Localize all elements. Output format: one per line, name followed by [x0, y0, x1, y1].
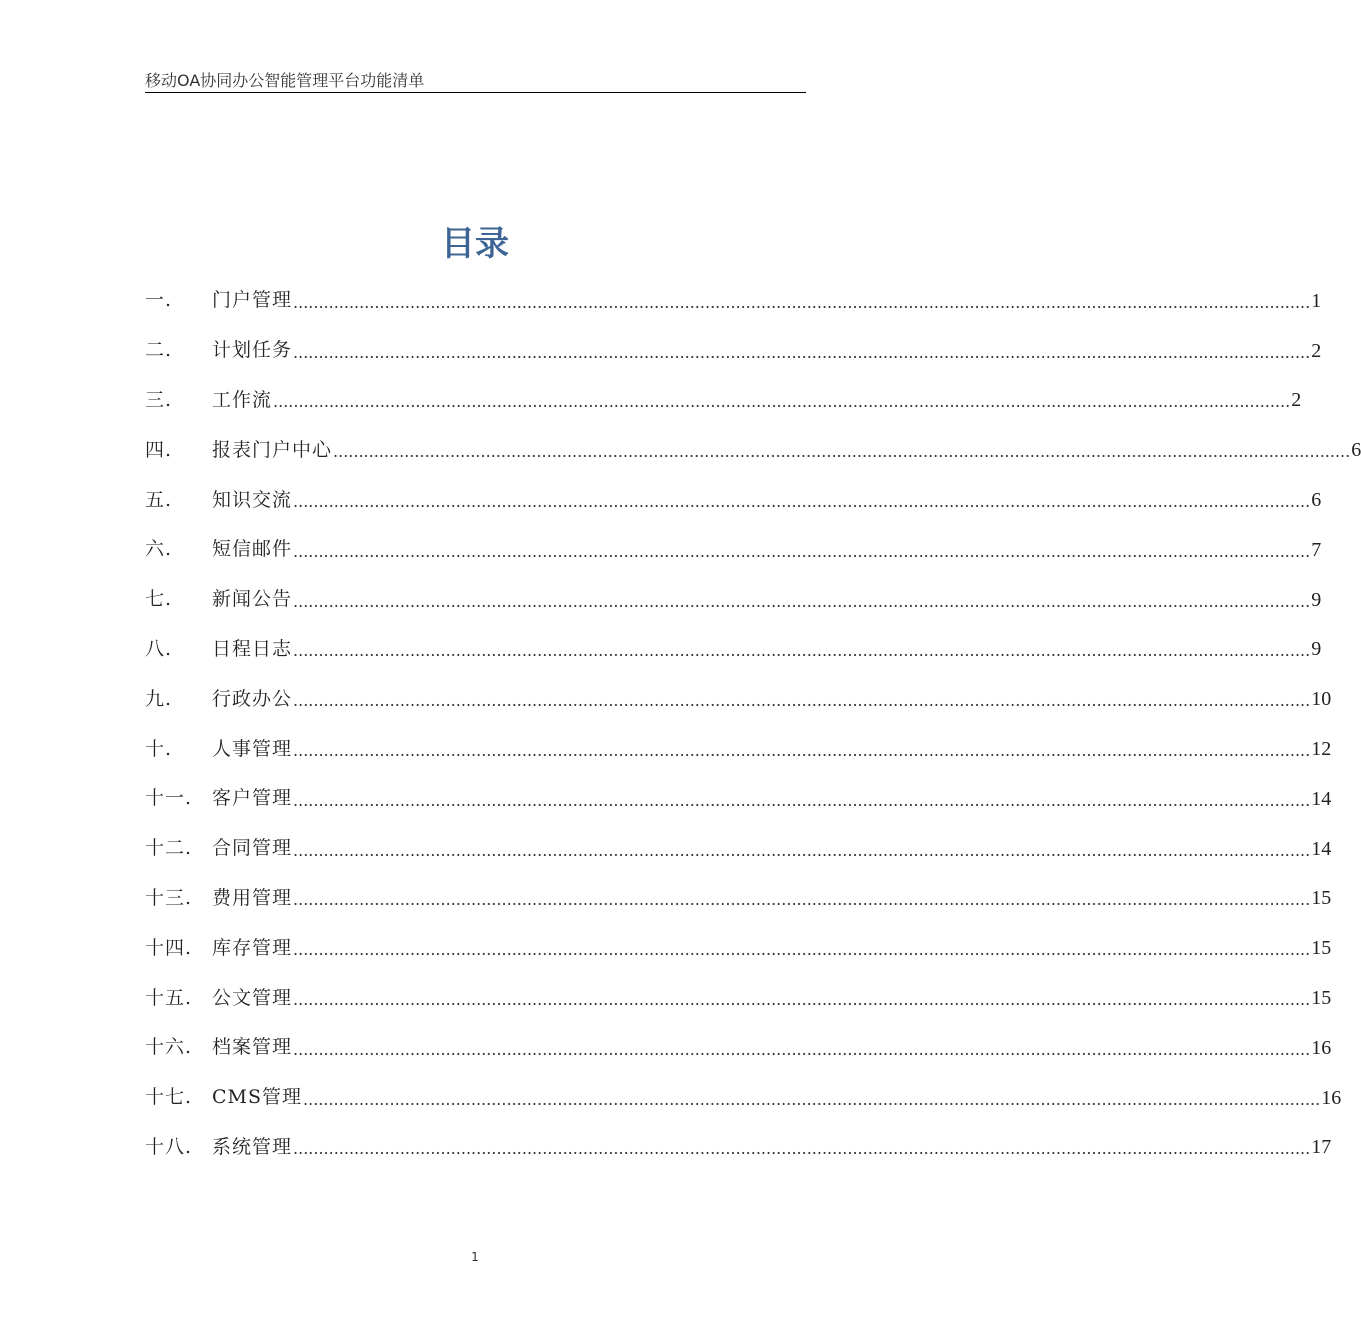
toc-entry-page: 17: [1311, 1136, 1332, 1159]
toc-entry[interactable]: [145, 475, 1322, 525]
toc-entry[interactable]: [145, 1073, 1342, 1123]
toc-entry-number: 一.: [145, 289, 173, 312]
toc-entry-label: 客户管理: [212, 787, 293, 810]
toc-entry[interactable]: [145, 774, 1332, 824]
toc-entry-number: 八.: [145, 637, 173, 660]
toc-entry-number: 五.: [145, 488, 173, 511]
toc-entry[interactable]: [145, 525, 1322, 575]
toc-entry-number: 九.: [145, 687, 173, 710]
toc-entry-number: 十六.: [145, 1036, 193, 1059]
toc-entry-number: 三.: [145, 388, 173, 411]
toc-entry[interactable]: [145, 425, 1361, 475]
toc-entry-label: 合同管理: [212, 837, 293, 860]
toc-entry[interactable]: [145, 874, 1332, 924]
toc-entry-page: 6: [1311, 489, 1322, 512]
toc-entry-page: 16: [1311, 1036, 1332, 1059]
toc-entry-label: 库存管理: [212, 936, 293, 959]
toc-entry[interactable]: [145, 276, 1322, 326]
toc-leader-dots: ........................................................................................................................................................................................................: [293, 342, 1311, 362]
toc-entry-number: 十四.: [145, 936, 193, 959]
toc-entry[interactable]: [145, 1123, 1332, 1173]
toc-leader-dots: ........................................................................................................................................................................................................: [293, 1039, 1311, 1059]
toc-entry-page: 6: [1351, 439, 1361, 462]
page-header: [145, 66, 806, 93]
toc-title: 目录: [441, 224, 509, 264]
toc-entry-label: 日程日志: [212, 637, 293, 660]
toc-leader-dots: ........................................................................................................................................................................................................: [293, 641, 1311, 661]
toc-entry-label: CMS管理: [212, 1086, 303, 1109]
toc-leader-dots: ........................................................................................................................................................................................................: [293, 492, 1311, 512]
toc-entry-label: 公文管理: [212, 986, 293, 1009]
toc-entry-label: 新闻公告: [212, 588, 293, 611]
toc-entry-number: 十七.: [145, 1086, 193, 1109]
toc-entry-number: 十一.: [145, 787, 193, 810]
toc-entry-page: 2: [1311, 339, 1322, 362]
toc-entry-page: 9: [1311, 638, 1322, 661]
toc-entry[interactable]: [145, 1023, 1332, 1073]
toc-entry-number: 二.: [145, 339, 173, 362]
toc-entry[interactable]: [145, 575, 1322, 625]
toc-leader-dots: ........................................................................................................................................................................................................: [293, 990, 1311, 1010]
toc-leader-dots: ........................................................................................................................................................................................................: [293, 790, 1311, 810]
toc-entry-number: 七.: [145, 588, 173, 611]
toc-entry-page: 2: [1291, 389, 1302, 412]
toc-entry[interactable]: [145, 973, 1332, 1023]
toc-entry-page: 9: [1311, 588, 1322, 611]
toc-leader-dots: ........................................................................................................................................................................................................: [293, 940, 1311, 960]
toc-entry-label: 工作流: [212, 388, 273, 411]
table-of-contents: [145, 276, 1361, 1172]
toc-entry-label: 系统管理: [212, 1135, 293, 1158]
toc-leader-dots: ........................................................................................................................................................................................................: [293, 1139, 1311, 1159]
toc-entry[interactable]: [145, 625, 1322, 675]
toc-entry-number: 四.: [145, 438, 173, 461]
toc-leader-dots: ........................................................................................................................................................................................................: [293, 840, 1311, 860]
toc-entry[interactable]: [145, 923, 1332, 973]
toc-entry-page: 10: [1311, 688, 1332, 711]
toc-entry-label: 费用管理: [212, 886, 293, 909]
toc-leader-dots: ........................................................................................................................................................................................................: [293, 890, 1311, 910]
header-title: 移动OA协同办公智能管理平台功能清单: [145, 71, 425, 90]
toc-entry-number: 十二.: [145, 837, 193, 860]
toc-leader-dots: ........................................................................................................................................................................................................: [293, 292, 1311, 312]
page-number: 1: [471, 1250, 479, 1264]
toc-leader-dots: ........................................................................................................................................................................................................: [333, 442, 1351, 462]
toc-leader-dots: ........................................................................................................................................................................................................: [273, 392, 1291, 412]
toc-entry-label: 门户管理: [212, 289, 293, 312]
toc-entry-page: 12: [1311, 738, 1332, 761]
toc-entry-number: 十八.: [145, 1135, 193, 1158]
toc-entry-number: 十.: [145, 737, 173, 760]
toc-entry-number: 六.: [145, 538, 173, 561]
toc-entry-number: 十三.: [145, 886, 193, 909]
toc-entry-label: 档案管理: [212, 1036, 293, 1059]
toc-leader-dots: ........................................................................................................................................................................................................: [293, 691, 1311, 711]
toc-leader-dots: ........................................................................................................................................................................................................: [293, 541, 1311, 561]
toc-entry-label: 计划任务: [212, 339, 293, 362]
toc-entry-page: 16: [1321, 1086, 1342, 1109]
toc-entry[interactable]: [145, 376, 1302, 426]
toc-leader-dots: ........................................................................................................................................................................................................: [293, 591, 1311, 611]
toc-entry-label: 知识交流: [212, 488, 293, 511]
toc-entry-label: 行政办公: [212, 687, 293, 710]
toc-entry[interactable]: [145, 724, 1332, 774]
toc-entry-page: 7: [1311, 538, 1322, 561]
toc-entry[interactable]: [145, 326, 1322, 376]
toc-entry-page: 15: [1311, 937, 1332, 960]
toc-leader-dots: ........................................................................................................................................................................................................: [303, 1089, 1321, 1109]
toc-entry-label: 人事管理: [212, 737, 293, 760]
toc-entry-page: 15: [1311, 887, 1332, 910]
toc-entry-number: 十五.: [145, 986, 193, 1009]
toc-entry-page: 1: [1311, 289, 1322, 312]
toc-entry-label: 短信邮件: [212, 538, 293, 561]
toc-entry-page: 14: [1311, 837, 1332, 860]
toc-leader-dots: ........................................................................................................................................................................................................: [293, 741, 1311, 761]
toc-entry-label: 报表门户中心: [212, 438, 333, 461]
toc-entry-page: 14: [1311, 787, 1332, 810]
toc-entry-page: 15: [1311, 987, 1332, 1010]
toc-entry[interactable]: [145, 674, 1332, 724]
toc-entry[interactable]: [145, 824, 1332, 874]
